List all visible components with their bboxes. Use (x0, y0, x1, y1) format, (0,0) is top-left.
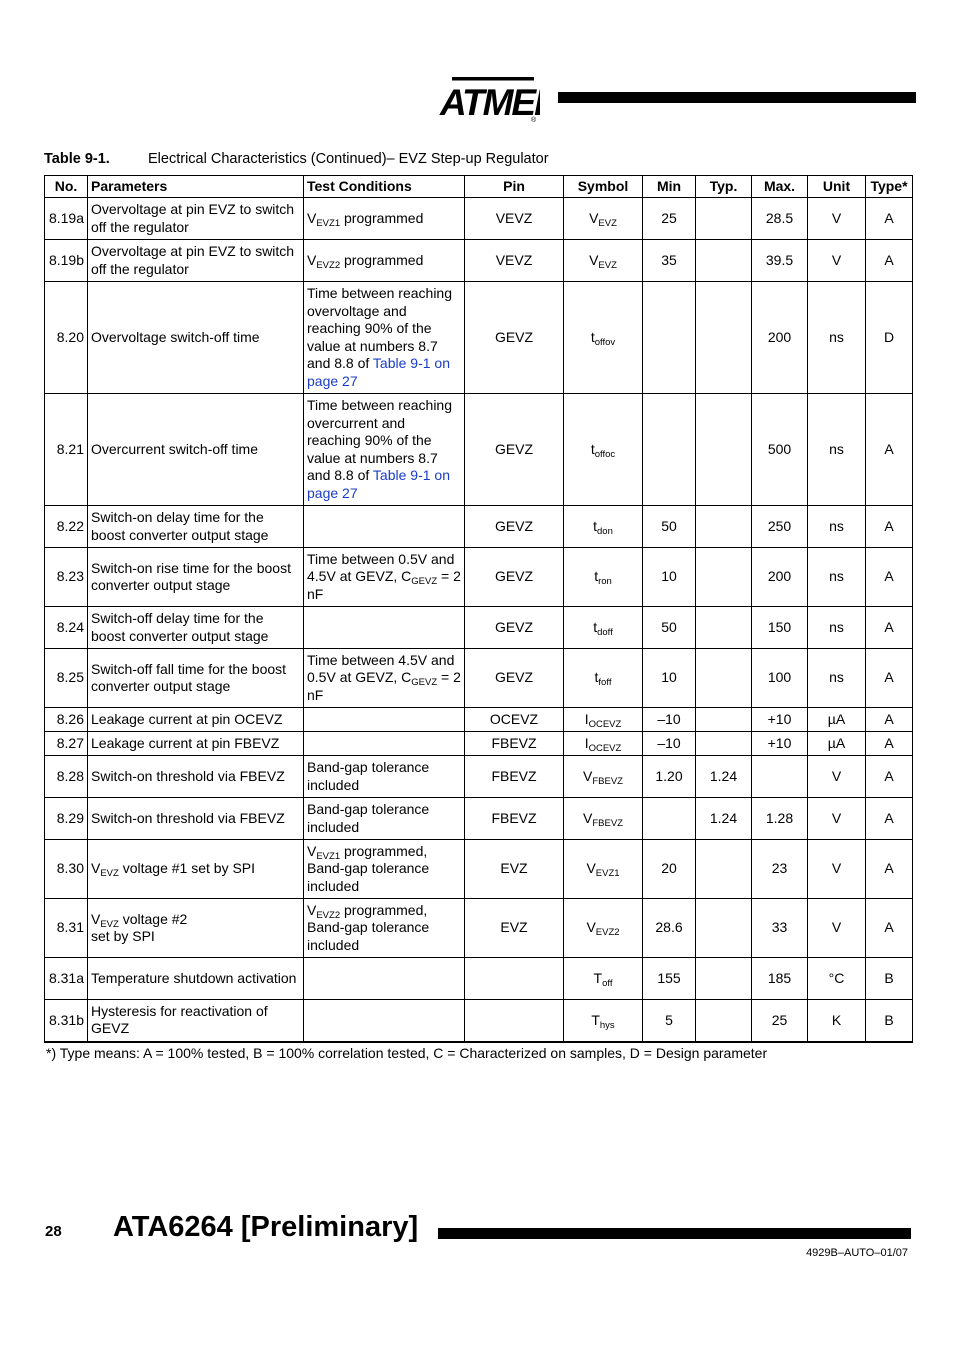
cell-pin: GEVZ (465, 394, 564, 506)
cell-parameter: Hysteresis for reactivation of GEVZ (88, 1000, 304, 1042)
cell-pin: GEVZ (465, 282, 564, 394)
cell-symbol: $V_{EVZ2}$ (564, 899, 643, 958)
col-header-unit: Unit (808, 176, 866, 198)
subscript: EVZ1 (595, 868, 620, 880)
cell-parameter: $V_{EVZ}$ voltage #1 set by SPI (88, 840, 304, 899)
table-title: Electrical Characteristics (Continued)– EVZ Step-up Regulator (148, 151, 549, 167)
atmel-logo (438, 72, 540, 124)
table-row (45, 240, 913, 282)
cell-symbol: $V_{FBEVZ}$ (564, 798, 643, 840)
cell-test-conditions: Band-gap tolerance included (304, 756, 465, 798)
cell-parameter: $V_{EVZ}$ voltage #2 set by SPI (88, 899, 304, 958)
subscript: OCEVZ (588, 742, 622, 754)
cell-max: 100 (752, 649, 808, 708)
cell-pin: FBEVZ (465, 798, 564, 840)
cell-test-conditions: Time between reaching overcurrent and reaching 90% of the value at numbers 8.7 and 8.8 of Table 9-1 on page 27 (304, 394, 465, 506)
cell-max: 150 (752, 607, 808, 649)
table-row (45, 394, 913, 506)
cell-typ (696, 1000, 752, 1042)
logo-text: ATME (440, 82, 535, 123)
cell-type: A (866, 756, 913, 798)
cell-typ (696, 732, 752, 756)
cell-type: A (866, 899, 913, 958)
cell-min (643, 394, 696, 506)
cell-max: 39.5 (752, 240, 808, 282)
footer-rule (438, 1228, 911, 1239)
cell-parameter: Switch-on delay time for the boost converter output stage (88, 506, 304, 548)
subscript: EVZ (100, 868, 119, 880)
cell-type: A (866, 732, 913, 756)
cell-max: 185 (752, 958, 808, 1000)
cell-min: 155 (643, 958, 696, 1000)
header-rule (558, 92, 916, 103)
cell-typ (696, 840, 752, 899)
cell-symbol: $T_{off}$ (564, 958, 643, 1000)
cell-parameter: Overcurrent switch-off time (88, 394, 304, 506)
cell-type: B (866, 958, 913, 1000)
cell-unit: V (808, 198, 866, 240)
cell-test-conditions: $V_{EVZ1}$ programmed, Band-gap tolerance included (304, 840, 465, 899)
cell-typ (696, 708, 752, 732)
cell-typ (696, 240, 752, 282)
electrical-characteristics-table (44, 175, 913, 1043)
cell-parameter: Overvoltage at pin EVZ to switch off the regulator (88, 240, 304, 282)
cell-no: 8.19a (45, 198, 88, 240)
cell-symbol: $V_{EVZ1}$ (564, 840, 643, 899)
cell-test-conditions: Time between 4.5V and 0.5V at GEVZ, $C_{GEVZ} = 2$ nF (304, 649, 465, 708)
cell-parameter: Switch-on threshold via FBEVZ (88, 798, 304, 840)
cell-unit: °C (808, 958, 866, 1000)
cell-parameter: Switch-on rise time for the boost converter output stage (88, 548, 304, 607)
subscript: off (602, 977, 613, 989)
cell-unit: ns (808, 649, 866, 708)
subscript: EVZ2 (595, 927, 620, 939)
cell-pin: VEVZ (465, 240, 564, 282)
table-caption (44, 151, 549, 167)
subscript: doff (597, 626, 613, 638)
subscript: GEVZ (411, 677, 438, 689)
table-number: Table 9-1. (44, 151, 110, 167)
cell-symbol: $t_{doff}$ (564, 607, 643, 649)
cell-test-conditions: $V_{EVZ2}$ programmed, Band-gap tolerance included (304, 899, 465, 958)
cell-test-conditions (304, 732, 465, 756)
cell-max: 500 (752, 394, 808, 506)
cell-min: 25 (643, 198, 696, 240)
cell-no: 8.21 (45, 394, 88, 506)
cell-no: 8.31 (45, 899, 88, 958)
table-row (45, 899, 913, 958)
cell-type: A (866, 840, 913, 899)
col-header-test-conditions: Test Conditions (304, 176, 465, 198)
cell-max: 200 (752, 282, 808, 394)
subscript: don (597, 525, 613, 537)
cell-symbol: $t_{offov}$ (564, 282, 643, 394)
cell-pin: GEVZ (465, 649, 564, 708)
subscript: FBEVZ (592, 775, 623, 787)
cell-max: 200 (752, 548, 808, 607)
cell-no: 8.25 (45, 649, 88, 708)
cell-symbol: $t_{offoc}$ (564, 394, 643, 506)
subscript: EVZ2 (316, 259, 341, 271)
cell-max: 25 (752, 1000, 808, 1042)
cell-min: 35 (643, 240, 696, 282)
cell-typ: 1.24 (696, 756, 752, 798)
cell-symbol: $V_{EVZ}$ (564, 240, 643, 282)
cell-pin: GEVZ (465, 607, 564, 649)
cell-parameter: Leakage current at pin FBEVZ (88, 732, 304, 756)
subscript: EVZ (598, 259, 617, 271)
cell-pin: OCEVZ (465, 708, 564, 732)
cell-no: 8.23 (45, 548, 88, 607)
cell-no: 8.30 (45, 840, 88, 899)
cell-min: 50 (643, 506, 696, 548)
table-reference-link[interactable]: Table 9-1 on page 27 (307, 467, 450, 501)
table-reference-link[interactable]: Table 9-1 on page 27 (307, 355, 450, 389)
cell-unit: ns (808, 394, 866, 506)
subscript: ron (598, 576, 612, 588)
cell-unit: ns (808, 607, 866, 649)
table-row (45, 649, 913, 708)
cell-type: A (866, 198, 913, 240)
cell-pin (465, 958, 564, 1000)
table-body (45, 198, 913, 1042)
cell-parameter: Leakage current at pin OCEVZ (88, 708, 304, 732)
subscript: OCEVZ (588, 718, 622, 730)
subscript: EVZ (100, 918, 119, 930)
table-row (45, 798, 913, 840)
cell-no: 8.27 (45, 732, 88, 756)
cell-pin: EVZ (465, 899, 564, 958)
col-header-type: Type* (866, 176, 913, 198)
table-row (45, 1000, 913, 1042)
col-header-typ: Typ. (696, 176, 752, 198)
cell-type: A (866, 240, 913, 282)
cell-max: +10 (752, 732, 808, 756)
cell-pin (465, 1000, 564, 1042)
col-header-pin: Pin (465, 176, 564, 198)
cell-min: –10 (643, 732, 696, 756)
cell-parameter: Switch-off delay time for the boost converter output stage (88, 607, 304, 649)
col-header-min: Min (643, 176, 696, 198)
type-footnote: *) Type means: A = 100% tested, B = 100% correlation tested, C = Characterized on samples, D = Design parameter (46, 1045, 768, 1061)
cell-min: 28.6 (643, 899, 696, 958)
cell-type: D (866, 282, 913, 394)
cell-parameter: Temperature shutdown activation (88, 958, 304, 1000)
table-row (45, 506, 913, 548)
col-header-no: No. (45, 176, 88, 198)
subscript: EVZ2 (316, 909, 341, 921)
table-row (45, 756, 913, 798)
cell-unit: K (808, 1000, 866, 1042)
cell-pin: GEVZ (465, 548, 564, 607)
cell-min: 20 (643, 840, 696, 899)
cell-parameter: Overvoltage switch-off time (88, 282, 304, 394)
cell-max: 28.5 (752, 198, 808, 240)
cell-max: 33 (752, 899, 808, 958)
cell-type: A (866, 394, 913, 506)
cell-unit: µA (808, 732, 866, 756)
cell-min (643, 282, 696, 394)
subscript: hys (599, 1019, 615, 1031)
cell-unit: V (808, 840, 866, 899)
cell-type: A (866, 607, 913, 649)
cell-min: –10 (643, 708, 696, 732)
cell-pin: EVZ (465, 840, 564, 899)
cell-parameter: Switch-off fall time for the boost converter output stage (88, 649, 304, 708)
cell-test-conditions: Time between 0.5V and 4.5V at GEVZ, $C_{GEVZ} = 2$ nF (304, 548, 465, 607)
cell-unit: V (808, 240, 866, 282)
document-code: 4929B–AUTO–01/07 (806, 1247, 908, 1259)
cell-symbol: $t_{don}$ (564, 506, 643, 548)
col-header-parameters: Parameters (88, 176, 304, 198)
subscript: GEVZ (411, 576, 438, 588)
cell-no: 8.26 (45, 708, 88, 732)
cell-min: 50 (643, 607, 696, 649)
table-row (45, 958, 913, 1000)
cell-type: B (866, 1000, 913, 1042)
cell-no: 8.19b (45, 240, 88, 282)
subscript: foff (598, 677, 612, 689)
cell-typ (696, 649, 752, 708)
cell-max: 250 (752, 506, 808, 548)
cell-no: 8.22 (45, 506, 88, 548)
cell-parameter: Overvoltage at pin EVZ to switch off the regulator (88, 198, 304, 240)
cell-test-conditions: Time between reaching overvoltage and reaching 90% of the value at numbers 8.7 and 8.8 of Table 9-1 on page 27 (304, 282, 465, 394)
cell-min: 1.20 (643, 756, 696, 798)
cell-symbol: $T_{hys}$ (564, 1000, 643, 1042)
cell-type: A (866, 506, 913, 548)
document-title: ATA6264 [Preliminary] (113, 1211, 419, 1243)
cell-parameter: Switch-on threshold via FBEVZ (88, 756, 304, 798)
cell-symbol: $V_{EVZ}$ (564, 198, 643, 240)
cell-typ (696, 506, 752, 548)
subscript: FBEVZ (592, 817, 623, 829)
cell-typ: 1.24 (696, 798, 752, 840)
cell-no: 8.31b (45, 1000, 88, 1042)
cell-test-conditions: $V_{EVZ2}$ programmed (304, 240, 465, 282)
cell-unit: ns (808, 548, 866, 607)
cell-type: A (866, 649, 913, 708)
cell-symbol: $I_{OCEVZ}$ (564, 708, 643, 732)
col-header-symbol: Symbol (564, 176, 643, 198)
cell-typ (696, 198, 752, 240)
cell-max: +10 (752, 708, 808, 732)
cell-unit: V (808, 798, 866, 840)
cell-typ (696, 899, 752, 958)
table-row (45, 282, 913, 394)
subscript: offoc (594, 448, 616, 460)
cell-max: 1.28 (752, 798, 808, 840)
table-row (45, 708, 913, 732)
cell-symbol: $I_{OCEVZ}$ (564, 732, 643, 756)
cell-unit: µA (808, 708, 866, 732)
cell-type: A (866, 708, 913, 732)
cell-pin: VEVZ (465, 198, 564, 240)
cell-test-conditions: Band-gap tolerance included (304, 798, 465, 840)
cell-no: 8.20 (45, 282, 88, 394)
cell-test-conditions: $V_{EVZ1}$ programmed (304, 198, 465, 240)
table-row (45, 548, 913, 607)
cell-symbol: $t_{foff}$ (564, 649, 643, 708)
table-row (45, 198, 913, 240)
cell-typ (696, 282, 752, 394)
cell-no: 8.29 (45, 798, 88, 840)
table-header-row (45, 176, 913, 198)
cell-unit: V (808, 756, 866, 798)
subscript: offov (594, 336, 616, 348)
cell-max (752, 756, 808, 798)
subscript: EVZ1 (316, 850, 341, 862)
cell-type: A (866, 798, 913, 840)
cell-pin: FBEVZ (465, 756, 564, 798)
table-row (45, 732, 913, 756)
cell-unit: V (808, 899, 866, 958)
page-number: 28 (45, 1223, 62, 1240)
cell-typ (696, 958, 752, 1000)
cell-min: 10 (643, 548, 696, 607)
table-row (45, 607, 913, 649)
cell-no: 8.28 (45, 756, 88, 798)
col-header-max: Max. (752, 176, 808, 198)
cell-min (643, 798, 696, 840)
cell-unit: ns (808, 506, 866, 548)
cell-typ (696, 548, 752, 607)
cell-no: 8.31a (45, 958, 88, 1000)
subscript: EVZ1 (316, 217, 341, 229)
cell-min: 5 (643, 1000, 696, 1042)
cell-symbol: $t_{ron}$ (564, 548, 643, 607)
cell-test-conditions (304, 1000, 465, 1042)
cell-no: 8.24 (45, 607, 88, 649)
cell-pin: FBEVZ (465, 732, 564, 756)
cell-typ (696, 394, 752, 506)
cell-max: 23 (752, 840, 808, 899)
cell-test-conditions (304, 607, 465, 649)
subscript: EVZ (598, 217, 617, 229)
cell-symbol: $V_{FBEVZ}$ (564, 756, 643, 798)
cell-type: A (866, 548, 913, 607)
cell-test-conditions (304, 958, 465, 1000)
cell-pin: GEVZ (465, 506, 564, 548)
cell-test-conditions (304, 708, 465, 732)
cell-min: 10 (643, 649, 696, 708)
table-row (45, 840, 913, 899)
registered-mark: ® (531, 117, 537, 124)
cell-unit: ns (808, 282, 866, 394)
cell-typ (696, 607, 752, 649)
cell-test-conditions (304, 506, 465, 548)
